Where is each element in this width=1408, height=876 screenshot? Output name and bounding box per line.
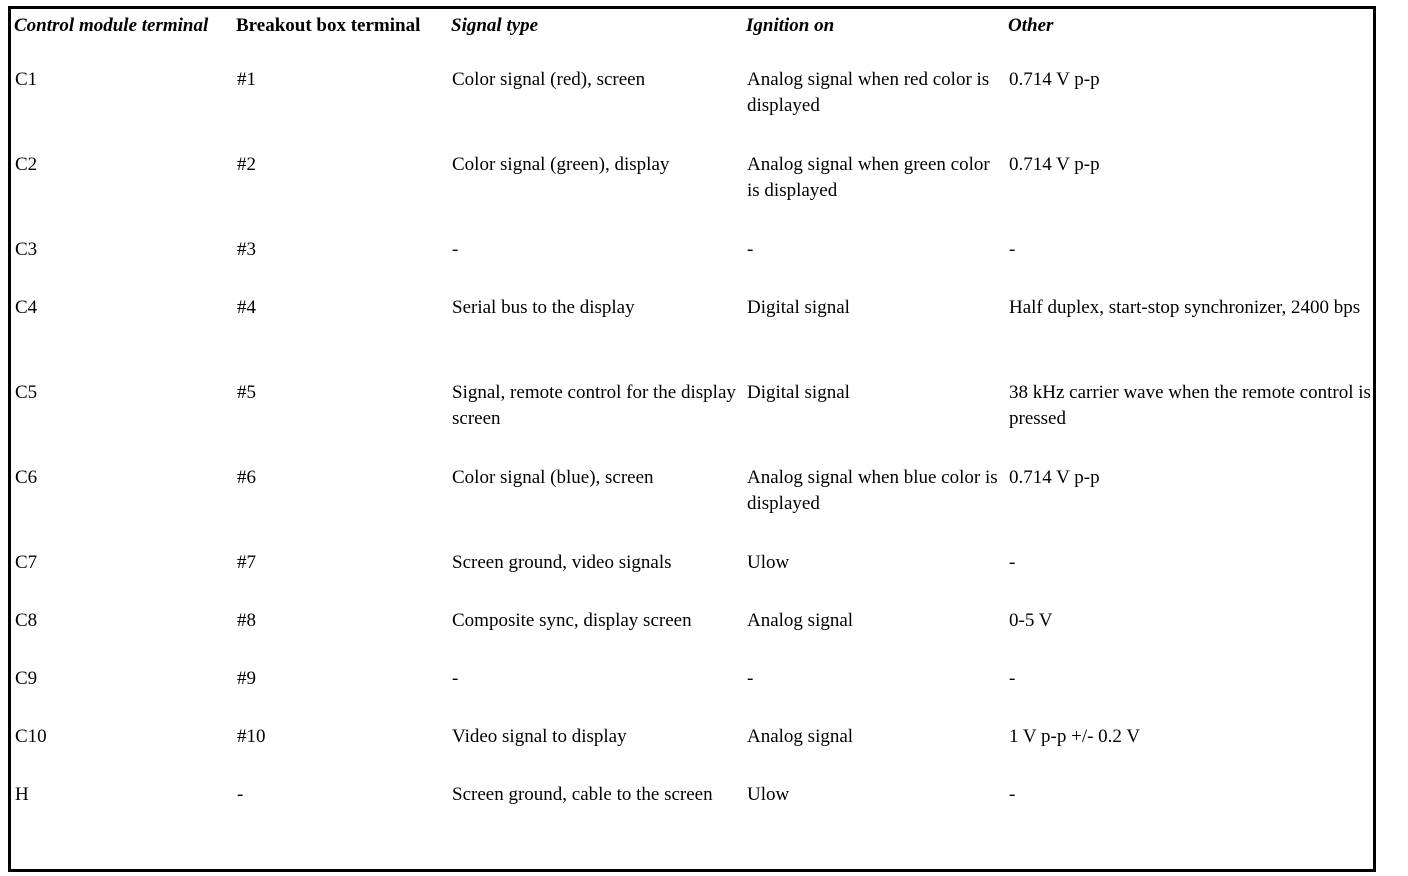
cell-ignition-on: Ulow	[747, 784, 790, 805]
table-row	[11, 550, 1373, 608]
cell-ignition-on: Analog signal when red color is displayed	[747, 69, 990, 116]
cell-breakout-box-terminal: -	[237, 784, 244, 805]
cell-control-module-terminal: C3	[15, 239, 38, 260]
cell-control-module-terminal: C4	[15, 297, 38, 318]
table-frame	[8, 6, 1376, 872]
cell-control-module-terminal: C5	[15, 382, 38, 403]
cell-ignition-on: -	[747, 668, 754, 689]
table-row	[11, 67, 1373, 152]
cell-signal-type: Video signal to display	[452, 726, 627, 747]
cell-ignition-on: Analog signal when blue color is displayed	[747, 467, 998, 514]
cell-signal-type: Signal, remote control for the display screen	[452, 382, 736, 429]
cell-other: 38 kHz carrier wave when the remote control is pressed	[1009, 382, 1371, 429]
table-row	[11, 608, 1373, 666]
header-ignition-on: Ignition on	[746, 15, 835, 36]
header-breakout-box-terminal: Breakout box terminal	[236, 15, 421, 36]
cell-ignition-on: Analog signal	[747, 610, 854, 631]
cell-breakout-box-terminal: #5	[237, 382, 256, 403]
cell-other: -	[1009, 784, 1016, 805]
cell-other: 0.714 V p-p	[1009, 467, 1100, 488]
cell-other: -	[1009, 239, 1016, 260]
cell-other: 0.714 V p-p	[1009, 154, 1100, 175]
cell-control-module-terminal: C10	[15, 726, 47, 747]
cell-breakout-box-terminal: #4	[237, 297, 256, 318]
cell-signal-type: Color signal (green), display	[452, 154, 670, 175]
table-header-row	[11, 9, 1373, 67]
cell-signal-type: -	[452, 239, 459, 260]
cell-breakout-box-terminal: #8	[237, 610, 256, 631]
cell-ignition-on: Ulow	[747, 552, 790, 573]
table-row	[11, 666, 1373, 724]
cell-control-module-terminal: C7	[15, 552, 38, 573]
cell-signal-type: Screen ground, cable to the screen	[452, 784, 713, 805]
cell-control-module-terminal: C2	[15, 154, 38, 175]
table-row	[11, 465, 1373, 550]
cell-signal-type: Color signal (blue), screen	[452, 467, 654, 488]
terminal-table	[11, 9, 1373, 853]
cell-breakout-box-terminal: #10	[237, 726, 266, 747]
cell-control-module-terminal: C8	[15, 610, 38, 631]
header-control-module-terminal: Control module terminal	[14, 15, 209, 36]
cell-ignition-on: Analog signal	[747, 726, 854, 747]
cell-control-module-terminal: H	[15, 784, 29, 805]
cell-ignition-on: Digital signal	[747, 297, 850, 318]
cell-ignition-on: Analog signal when green color is displayed	[747, 154, 990, 201]
cell-other: -	[1009, 552, 1016, 573]
table-row	[11, 782, 1373, 853]
cell-signal-type: Composite sync, display screen	[452, 610, 692, 631]
cell-signal-type: Color signal (red), screen	[452, 69, 646, 90]
table-row	[11, 380, 1373, 465]
cell-breakout-box-terminal: #6	[237, 467, 256, 488]
cell-other: Half duplex, start-stop synchronizer, 2400 bps	[1009, 297, 1361, 318]
cell-signal-type: Serial bus to the display	[452, 297, 635, 318]
header-signal-type: Signal type	[451, 15, 539, 36]
cell-breakout-box-terminal: #9	[237, 668, 256, 689]
cell-ignition-on: -	[747, 239, 754, 260]
cell-breakout-box-terminal: #7	[237, 552, 256, 573]
cell-other: 0-5 V	[1009, 610, 1053, 631]
cell-breakout-box-terminal: #3	[237, 239, 256, 260]
header-other: Other	[1008, 15, 1054, 36]
table-row	[11, 295, 1373, 380]
cell-signal-type: Screen ground, video signals	[452, 552, 672, 573]
table-row	[11, 237, 1373, 295]
cell-breakout-box-terminal: #1	[237, 69, 256, 90]
cell-other: 1 V p-p +/- 0.2 V	[1009, 726, 1141, 747]
cell-control-module-terminal: C6	[15, 467, 38, 488]
cell-breakout-box-terminal: #2	[237, 154, 256, 175]
table-row	[11, 152, 1373, 237]
cell-signal-type: -	[452, 668, 459, 689]
cell-control-module-terminal: C1	[15, 69, 38, 90]
table-row	[11, 724, 1373, 782]
cell-control-module-terminal: C9	[15, 668, 38, 689]
cell-ignition-on: Digital signal	[747, 382, 850, 403]
cell-other: -	[1009, 668, 1016, 689]
cell-other: 0.714 V p-p	[1009, 69, 1100, 90]
